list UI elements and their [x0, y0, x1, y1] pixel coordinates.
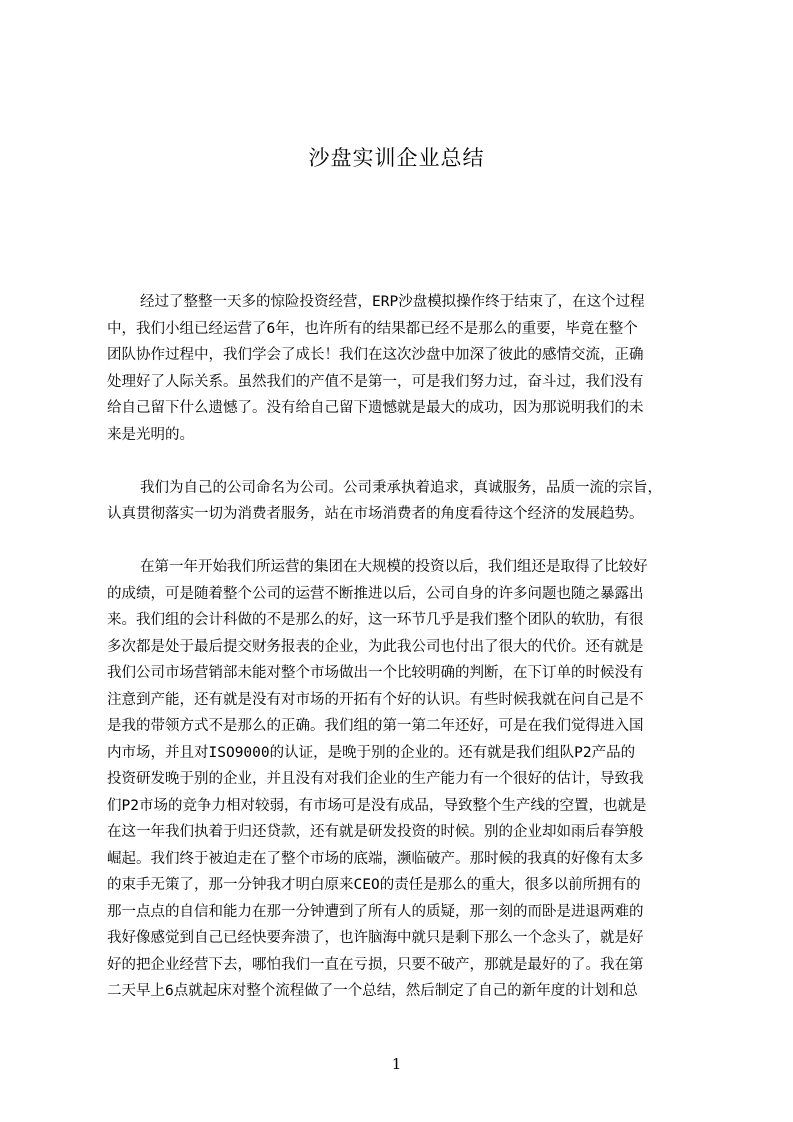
text-line: 我好像感觉到自己已经快要奔溃了，也许脑海中就只是剩下那么一个念头了，就是好: [107, 930, 644, 946]
paragraph-3: [107, 554, 699, 1005]
text-line: 来是光明的。: [107, 426, 194, 443]
text-line: 中，我们小组已经运营了6年，也许所有的结果都已经不是那么的重要，毕竟在整个: [107, 320, 638, 337]
text-line: 来。我们组的会计科做的不是那么的好，这一环节几乎是我们整个团队的软肋，有很: [107, 612, 644, 628]
text-line: 多次都是处于最后提交财务报表的企业，为此我公司也付出了很大的代价。还有就是: [107, 638, 644, 655]
text-line: 经过了整整一天多的惊险投资经营，ERP沙盘模拟操作终于结束了，在这个过程: [140, 294, 645, 310]
text-line: 二天早上6点就起床对整个流程做了一个总结，然后制定了自己的新年度的计划和总: [107, 983, 638, 999]
text-line: 投资研发晚于别的企业，并且没有对我们企业的生产能力有一个很好的估计，导致我: [107, 771, 644, 787]
text-line: 我们为自己的公司命名为公司。公司秉承执着追求，真诚服务，品质一流的宗旨，: [140, 479, 662, 496]
text-line: 在第一年开始我们所运营的集团在大规模的投资以后，我们组还是取得了比较好: [140, 559, 648, 575]
text-line: 好的把企业经营下去，哪怕我们一直在亏损，只要不破产，那就是最好的了。我在第: [107, 956, 644, 973]
text-line: 给自己留下什么遗憾了。没有给自己留下遗憾就是最大的成功，因为那说明我们的未: [107, 400, 644, 416]
text-line: 在这一年我们执着于归还贷款，还有就是研发投资的时候。别的企业却如雨后春笋般: [107, 824, 644, 840]
document-title: 沙盘实训企业总结: [308, 146, 485, 170]
text-line: 注意到产能，还有就是没有对市场的开拓有个好的认识。有些时候我就在问自己是不: [107, 691, 644, 708]
text-line: 是我的带领方式不是那么的正确。我们组的第一第二年还好，可是在我们觉得进入国: [107, 718, 644, 734]
text-line: 内市场，并且对ISO9000的认证，是晚于别的企业的。还有就是我们组队P2产品的: [107, 744, 636, 761]
paragraph-1: [107, 289, 699, 448]
page-number: 1: [391, 1055, 402, 1073]
text-line: 的束手无策了，那一分钟我才明白原来CEO的责任是那么的重大，很多以前所拥有的: [107, 877, 641, 893]
text-line: 我们公司市场营销部未能对整个市场做出一个比较明确的判断，在下订单的时候没有: [107, 665, 644, 681]
text-line: 处理好了人际关系。虽然我们的产值不是第一，可是我们努力过，奋斗过，我们没有: [107, 373, 644, 390]
text-line: 们P2市场的竞争力相对较弱，有市场可是没有成品，导致整个生产线的空置，也就是: [107, 797, 647, 814]
text-line: 崛起。我们终于被迫走在了整个市场的底端，濒临破产。那时候的我真的好像有太多: [107, 850, 644, 867]
text-line: 团队协作过程中，我们学会了成长！我们在这次沙盘中加深了彼此的感情交流，正确: [107, 347, 644, 363]
document-body: [107, 289, 699, 1031]
text-line: 那一点点的自信和能力在那一分钟遭到了所有人的质疑，那一刻的而卧是进退两难的: [107, 903, 644, 920]
text-line: 认真贯彻落实一切为消费者服务，站在市场消费者的角度看待这个经济的发展趋势。: [107, 506, 644, 522]
paragraph-2: [107, 475, 699, 528]
text-line: 的成绩，可是随着整个公司的运营不断推进以后，公司自身的许多问题也随之暴露出: [107, 585, 644, 602]
